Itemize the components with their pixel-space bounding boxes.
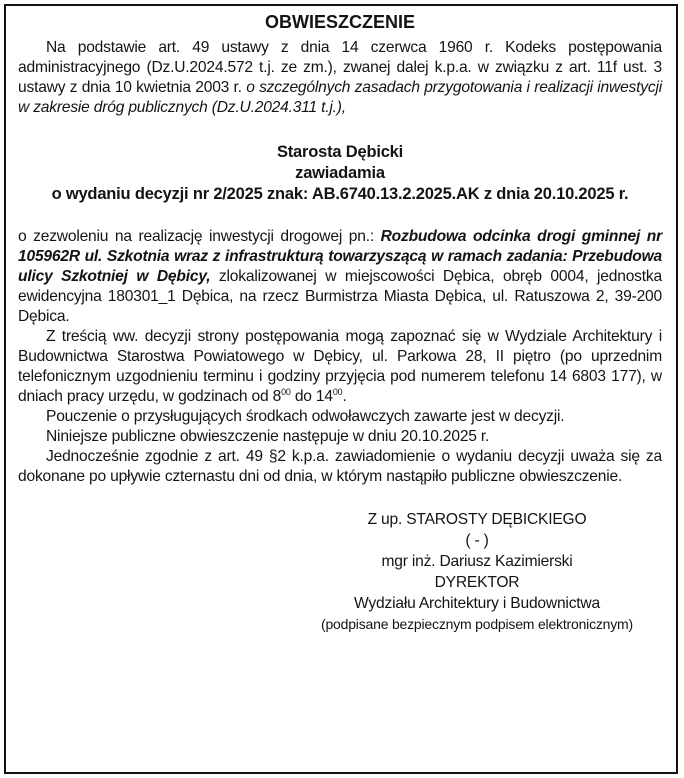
- intro-act-title: o szczególnych zasadach przygotowania i realizacji inwestycji w zakresie dróg publicznych (Dz.U.2024.311 t.j.),: [18, 79, 662, 116]
- delivery-paragraph: Jednocześnie zgodnie z art. 49 §2 k.p.a. zawiadomienie o wydaniu decyzji uważa się za dokonane po upływie czternastu dni od dnia, w którym nastąpiło publiczne obwieszczenie.: [18, 448, 662, 485]
- intro-paragraph: [18, 38, 662, 118]
- notice-verb: zawiadamia: [295, 164, 385, 182]
- investment-details: zlokalizowanej w miejscowości Dębica, obręb 0004, jednostka ewidencyjna 180301_1 Dębica, na rzecz Burmistrza Miasta Dębica, ul. Ratuszowa 2, 39-200 Dębica.: [18, 268, 662, 325]
- appeal-paragraph: Pouczenie o przysługujących środkach odwoławczych zawarte jest w decyzji.: [46, 408, 565, 425]
- access-text: Z treścią ww. decyzji strony postępowania mogą zapoznać się w Wydziale Architektury i Budownictwa Starostwa Powiatowego w Dębicy, ul. Parkowa 28, II piętro (po uprzednim telefonicznym uzgodnieniu terminu i godziny przyjęcia pod numerem telefonu 14 6803 177), w dniach pracy urzędu, w godzinach od 8: [18, 328, 662, 405]
- signature-authority: Z up. STAROSTY DĘBICKIEGO: [367, 511, 587, 528]
- signatory-name: mgr inż. Dariusz Kazimierski: [381, 553, 573, 570]
- investment-name: Rozbudowa odcinka drogi gminnej nr 105962R ul. Szkotnia wraz z infrastrukturą towarzyszącą w ramach zadania: Przebudowa ulicy Szkotniej w Dębicy,: [18, 228, 662, 285]
- investment-lead: o zezwoleniu na realizację inwestycji drogowej pn.:: [18, 228, 381, 245]
- publication-date-paragraph: Niniejsze publiczne obwieszczenie następuje w dniu 20.10.2025 r.: [46, 428, 490, 445]
- intro-text: Na podstawie art. 49 ustawy z dnia 14 czerwca 1960 r. Kodeks postępowania administracyjnego (Dz.U.2024.572 t.j. ze zm.), zwanej dalej k.p.a. w związku z art. 11f ust. 3 ustawy z dnia 10 kwietnia 2003 r.: [18, 39, 662, 96]
- authority-name: Starosta Dębicki: [276, 143, 404, 161]
- notice-title: OBWIESZCZENIE: [264, 12, 415, 32]
- signatory-department: Wydziału Architektury i Budownictwa: [354, 595, 600, 612]
- heading-block: [18, 142, 662, 205]
- investment-paragraph: [18, 227, 662, 327]
- hour-superscript-end: 00: [332, 387, 343, 397]
- signature-mark: ( - ): [465, 532, 489, 549]
- signature-note: (podpisane bezpiecznym podpisem elektronicznym): [321, 616, 633, 632]
- access-end: .: [342, 388, 347, 405]
- signature-block: [286, 509, 668, 635]
- decision-reference: o wydaniu decyzji nr 2/2025 znak: AB.6740.13.2.2025.AK z dnia 20.10.2025 r.: [51, 185, 629, 203]
- access-paragraph: [18, 327, 662, 407]
- access-mid: do 14: [290, 388, 333, 405]
- hour-superscript-start: 00: [281, 387, 291, 397]
- signatory-position: DYREKTOR: [434, 574, 520, 591]
- notice-frame: [4, 4, 678, 774]
